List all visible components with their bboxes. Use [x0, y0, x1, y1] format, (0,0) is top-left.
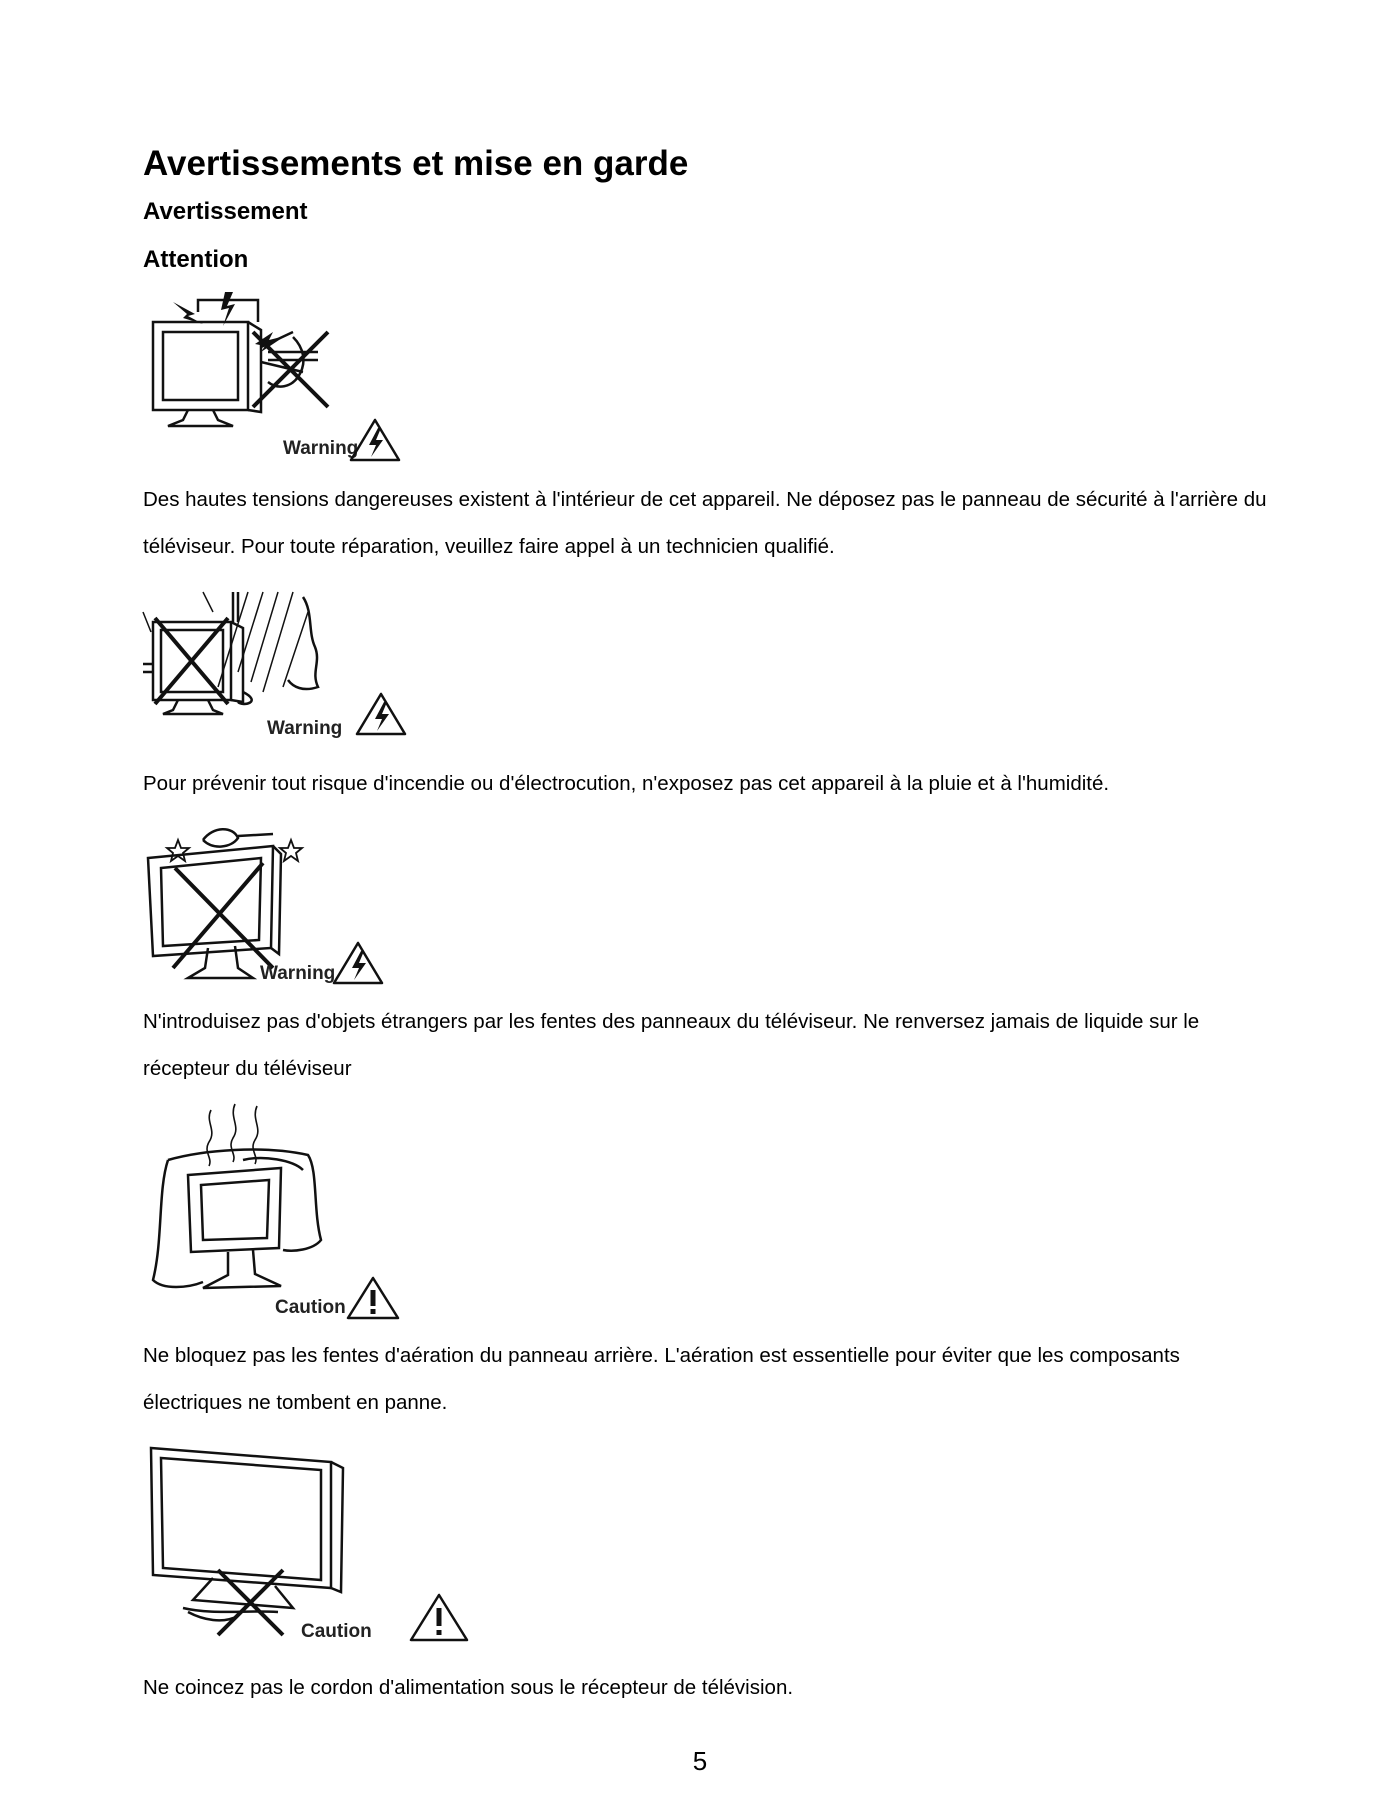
exclamation-caution-icon	[348, 1278, 398, 1318]
subheading-attention: Attention	[143, 246, 249, 273]
subheading-avertissement: Avertissement	[143, 198, 308, 225]
section-2-label: Warning	[267, 718, 343, 739]
tv-rain-humidity-illustration	[143, 592, 443, 742]
page-title: Avertissements et mise en garde	[143, 144, 689, 183]
section-5-text: Ne coincez pas le cordon d'alimentation sous le récepteur de télévision.	[143, 1676, 794, 1699]
section-1-label: Warning	[283, 438, 359, 459]
section-1-text: Des hautes tensions dangereuses existent à l'intérieur de cet appareil. Ne déposez pas le panneau de sécurité à l'arrière du téléviseur. Pour toute réparation, veuillez faire appel à un technicien qualifié.	[143, 488, 1267, 558]
section-3-text: N'introduisez pas d'objets étrangers par les fentes des panneaux du téléviseur. Ne renversez jamais de liquide sur le récepteur du téléviseur	[143, 1010, 1200, 1080]
tv-covered-ventilation-illustration	[143, 1100, 443, 1325]
tv-power-cord-pinched-illustration	[143, 1440, 493, 1650]
lightning-warning-icon	[357, 694, 405, 734]
section-4-label: Caution	[275, 1297, 346, 1318]
section-3-label: Warning	[260, 963, 336, 984]
tv-foreign-objects-liquid-illustration	[143, 818, 443, 993]
page-number: 5	[692, 1746, 708, 1776]
section-4-text: Ne bloquez pas les fentes d'aération du panneau arrière. L'aération est essentielle pour éviter que les composants électriques ne tombent en panne.	[143, 1344, 1180, 1414]
section-5-label: Caution	[301, 1621, 372, 1642]
section-2-text: Pour prévenir tout risque d'incendie ou d'électrocution, n'exposez pas cet appareil à la pluie et à l'humidité.	[143, 772, 1110, 795]
exclamation-caution-icon	[411, 1595, 467, 1640]
lightning-warning-icon	[334, 943, 382, 983]
tv-high-voltage-back-panel-illustration	[143, 292, 443, 472]
